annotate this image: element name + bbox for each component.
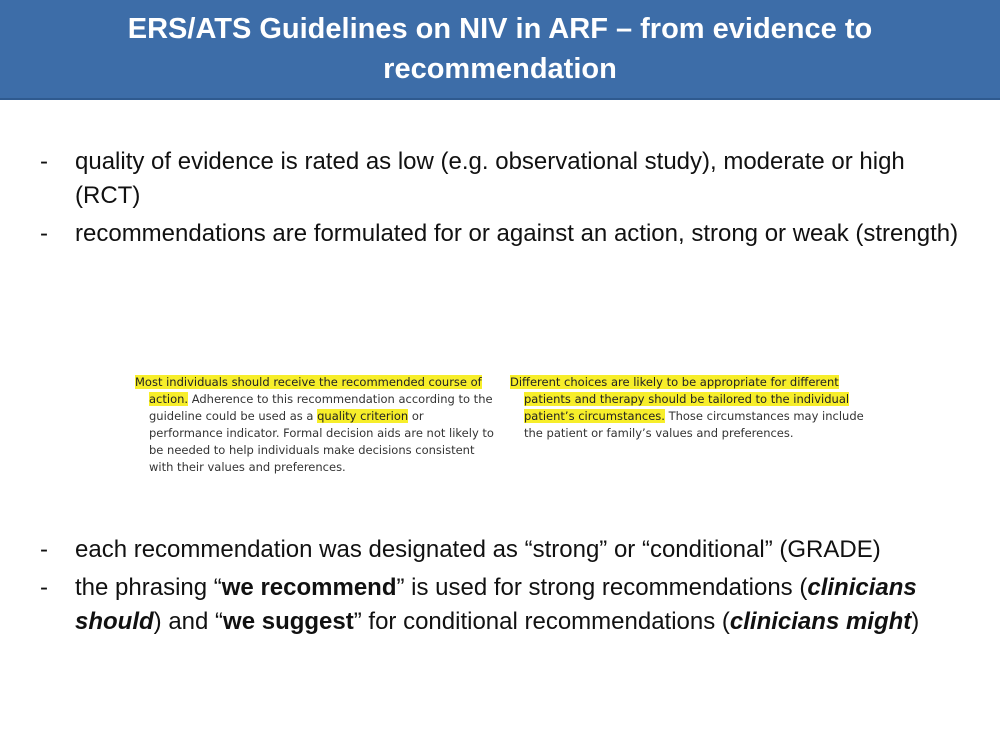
bold-phrase-we-recommend: we recommend <box>221 574 397 601</box>
bullet-text: recommendations are formulated for or against an action, strong or weak (strength) <box>75 220 959 247</box>
bullet-dash: - <box>40 536 48 563</box>
conditional-excerpt-text <box>510 374 875 442</box>
text-segment: the phrasing “ <box>75 574 222 601</box>
top-bullet-list <box>40 145 975 255</box>
excerpt-text: or performance indicator. Formal decision aids are not likely to be needed to help individuals make decisions consistent with their values and preferences. <box>149 409 494 474</box>
bullet-text <box>75 574 919 635</box>
excerpt-text: Those circumstances may include the patient or family’s values and preferences. <box>524 409 864 440</box>
bullet-quality-of-evidence <box>40 145 975 213</box>
bullet-text: each recommendation was designated as “strong” or “conditional” (GRADE) <box>75 536 881 563</box>
slide-title-bar <box>0 0 1000 100</box>
bold-phrase-we-suggest: we suggest <box>223 608 354 635</box>
text-segment: ) <box>911 608 920 635</box>
bullet-grade-designation <box>40 533 975 567</box>
text-segment: ” is used for strong recommendations ( <box>396 574 808 601</box>
text-segment: ” for conditional recommendations ( <box>353 608 730 635</box>
strong-excerpt-text <box>135 374 500 476</box>
guideline-excerpt <box>135 374 875 479</box>
bullet-recommendation-strength <box>40 217 975 251</box>
highlight-text: quality criterion <box>317 409 409 423</box>
bullet-dash: - <box>40 148 48 175</box>
highlight-text: Different choices are likely to be appropriate for different patients and therapy should be tailored to the individual patient’s circumstances. <box>510 375 850 423</box>
text-segment: ) and “ <box>153 608 224 635</box>
bullet-dash: - <box>40 220 48 247</box>
bold-italic-clinicians-should: clinicians should <box>75 574 917 635</box>
conditional-recommendation-excerpt <box>510 374 875 442</box>
bullet-dash: - <box>40 574 48 601</box>
bottom-bullet-list <box>40 533 975 643</box>
bullet-text: quality of evidence is rated as low (e.g. observational study), moderate or high (RCT) <box>75 148 905 209</box>
slide-title: ERS/ATS Guidelines on NIV in ARF – from evidence to recommendation <box>127 13 873 85</box>
excerpt-text: Adherence to this recommendation according to the guideline could be used as a <box>149 392 493 423</box>
bold-italic-clinicians-might: clinicians might <box>729 608 912 635</box>
highlight-text: Most individuals should receive the recommended course of action. <box>135 375 482 406</box>
strong-recommendation-excerpt <box>135 374 500 476</box>
bullet-phrasing <box>40 571 975 639</box>
